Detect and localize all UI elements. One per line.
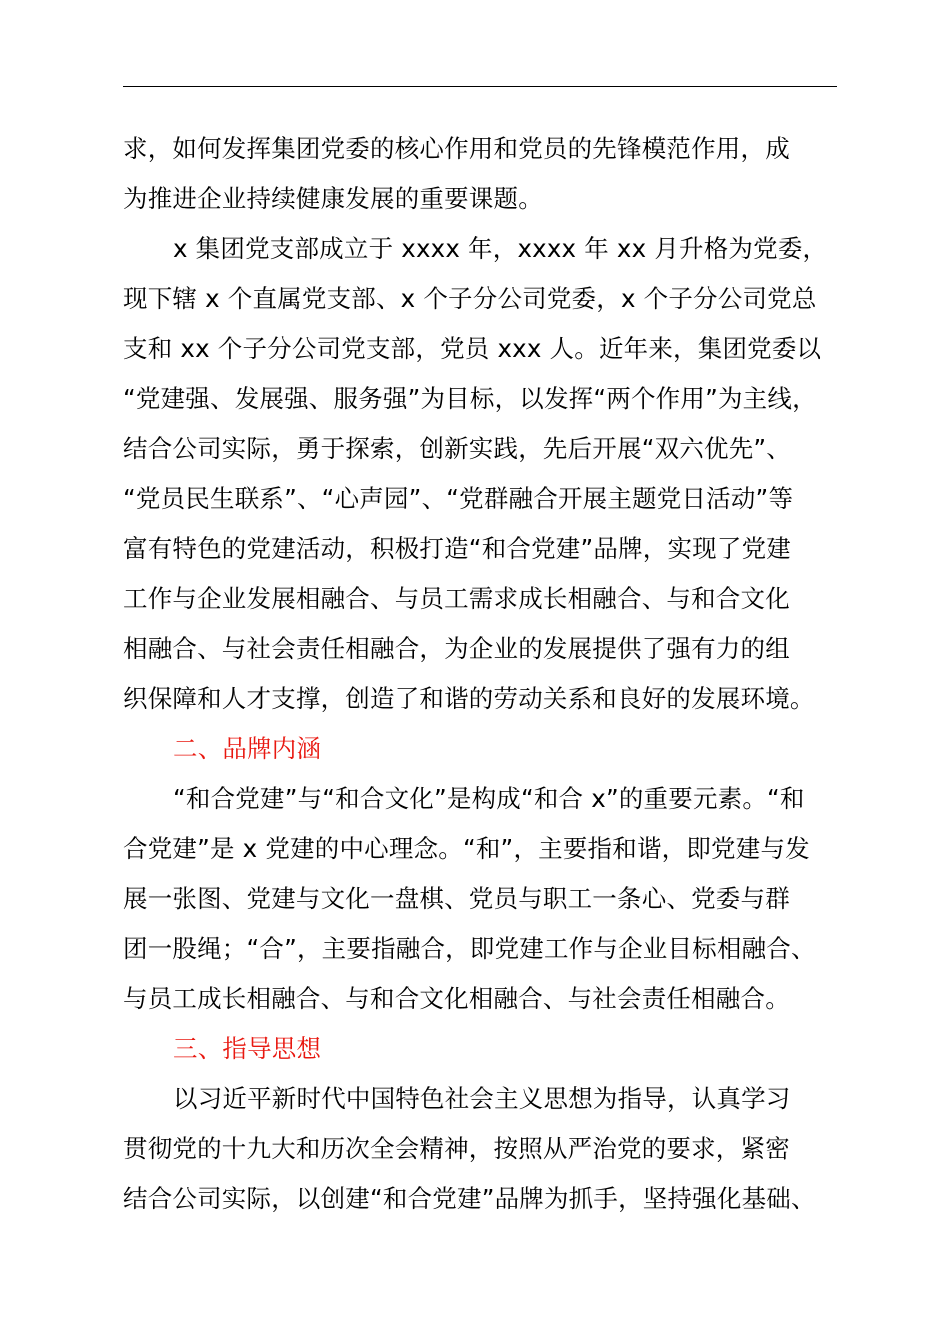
text-line: “和合党建”与“和合文化”是构成“和合 x”的重要元素。“和 [173, 784, 805, 813]
text-line: 以习近平新时代中国特色社会主义思想为指导，认真学习 [173, 1084, 791, 1113]
text-line: 富有特色的党建活动，积极打造“和合党建”品牌，实现了党建 [123, 534, 791, 563]
text-line: “党建强、发展强、服务强”为目标，以发挥“两个作用”为主线， [123, 384, 817, 413]
text-line: 与员工成长相融合、与和合文化相融合、与社会责任相融合。 [123, 984, 790, 1013]
text-line: 织保障和人才支撑，创造了和谐的劳动关系和良好的发展环境。 [123, 684, 815, 713]
text-line: 展一张图、党建与文化一盘棋、党员与职工一条心、党委与群 [123, 884, 790, 913]
text-line: 合党建”是 x 党建的中心理念。“和”，主要指和谐，即党建与发 [123, 834, 810, 863]
text-line: 支和 xx 个子分公司党支部，党员 xxx 人。近年来，集团党委以 [123, 334, 822, 363]
text-line: 贯彻党的十九大和历次全会精神，按照从严治党的要求，紧密 [123, 1134, 790, 1163]
text-line: 工作与企业发展相融合、与员工需求成长相融合、与和合文化 [123, 584, 790, 613]
text-line: 团一股绳；“合”，主要指融合，即党建工作与企业目标相融合、 [123, 934, 816, 963]
text-line: 结合公司实际，以创建“和合党建”品牌为抓手，坚持强化基础、 [123, 1184, 816, 1213]
text-line: 求，如何发挥集团党委的核心作用和党员的先锋模范作用，成 [123, 134, 790, 163]
text-line: 相融合、与社会责任相融合，为企业的发展提供了强有力的组 [123, 634, 790, 663]
document-body [123, 124, 863, 1224]
text-line: x 集团党支部成立于 xxxx 年，xxxx 年 xx 月升格为党委， [173, 234, 828, 263]
section-heading-brand-connotation: 二、品牌内涵 [173, 734, 322, 763]
header-rule [123, 86, 837, 87]
text-line: “党员民生联系”、“心声园”、“党群融合开展主题党日活动”等 [123, 484, 794, 513]
section-heading-guiding-thought: 三、指导思想 [173, 1034, 322, 1063]
text-line: 为推进企业持续健康发展的重要课题。 [123, 184, 543, 213]
text-line: 结合公司实际，勇于探索，创新实践，先后开展“双六优先”、 [123, 434, 791, 463]
text-line: 现下辖 x 个直属党支部、x 个子分公司党委，x 个子分公司党总 [123, 284, 817, 313]
